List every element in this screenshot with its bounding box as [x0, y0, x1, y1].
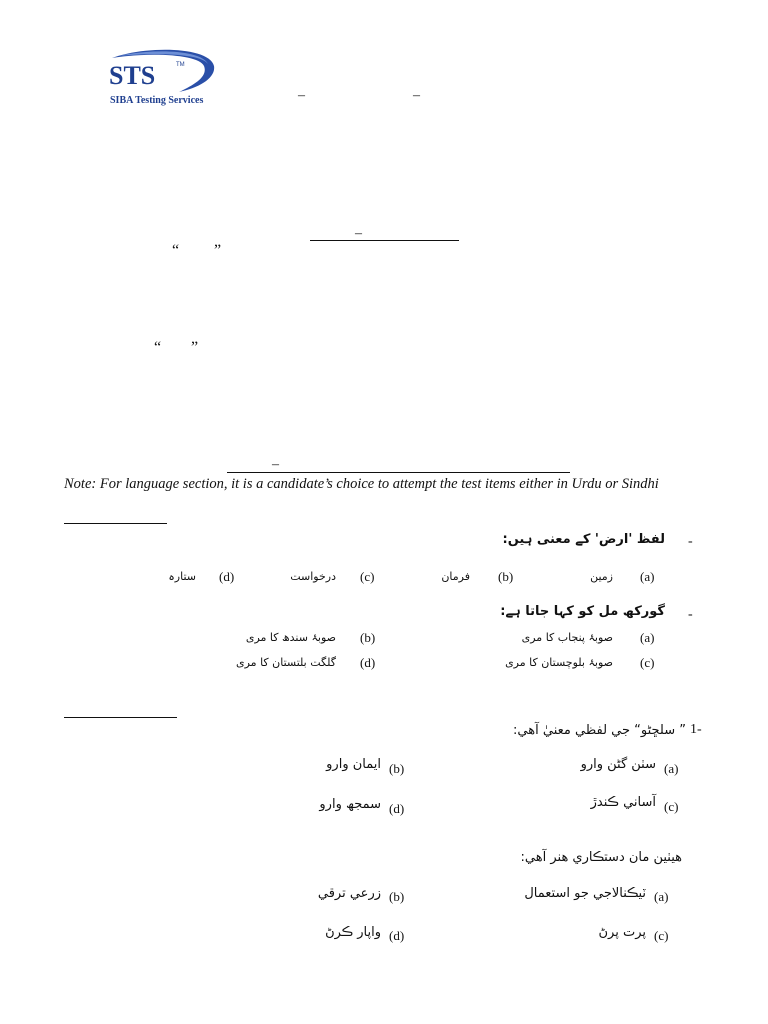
- logo-trademark: TM: [176, 62, 185, 68]
- quote-open-2: “: [154, 339, 162, 356]
- urdu-q1-option-d-text: ستارہ: [168, 570, 196, 583]
- sindhi-q2-option-a-text: ٽيڪنالاجي جو استعمال: [524, 886, 646, 901]
- sindhi-q1-option-d-text: سمجھ وارو: [319, 797, 381, 812]
- urdu-q1-text: لفظ 'ارض' کے معنی ہیں:: [502, 532, 665, 547]
- underline-rule-1: [310, 240, 459, 241]
- urdu-q2-option-c-label: (c): [640, 655, 655, 670]
- urdu-section-rule: [64, 523, 167, 524]
- body-dash-2: –: [272, 457, 279, 472]
- sindhi-q1-option-d-label: (d): [389, 801, 405, 816]
- underline-rule-2: [227, 472, 570, 473]
- sindhi-q2-option-d-label: (d): [389, 928, 405, 943]
- urdu-q2-option-a-text: صوبۂ پنجاب کا مری: [521, 631, 613, 644]
- urdu-q2-option-c-text: صوبۂ بلوچستان کا مری: [505, 656, 613, 669]
- urdu-q2-text: گورکھ مل کو کہا جاتا ہے:: [500, 604, 665, 619]
- sindhi-q1-option-a-label: (a): [664, 761, 679, 776]
- urdu-q2-option-d-text: گلگت بلتستان کا مری: [236, 656, 336, 669]
- urdu-q1-option-d-label: (d): [219, 569, 235, 584]
- urdu-q2-option-b-label: (b): [360, 630, 376, 645]
- urdu-q1-option-b-text: فرمان: [441, 570, 470, 583]
- urdu-q1-option-a-text: زمین: [590, 570, 613, 583]
- sindhi-q1-option-c-text: آساني ڪندڙ: [590, 795, 656, 810]
- sindhi-q2-option-c-text: پرت پرڻ: [598, 925, 646, 940]
- sindhi-q2-option-b-text: زرعي ترقي: [317, 886, 381, 901]
- sindhi-q1-option-c-label: (c): [664, 799, 679, 814]
- urdu-q1-option-b-label: (b): [498, 569, 514, 584]
- sindhi-q2-option-d-text: واپار ڪرڻ: [325, 925, 381, 940]
- urdu-q2-marker: -: [688, 607, 693, 622]
- sindhi-q1-text: ” سلڇڻو“ جي لفظي معنيٰ آهي:: [513, 723, 686, 738]
- sindhi-q1-option-b-label: (b): [389, 761, 405, 776]
- body-dash-1: –: [355, 226, 362, 241]
- quote-close-2: ”: [191, 339, 199, 356]
- urdu-q1-marker: -: [688, 534, 693, 549]
- urdu-q1-option-a-label: (a): [640, 569, 655, 584]
- sindhi-section-rule: [64, 717, 177, 718]
- quote-close-1: ”: [214, 242, 222, 259]
- header-dash-1: –: [298, 88, 305, 103]
- sindhi-q1-option-a-text: سٺن گڻن وارو: [580, 757, 656, 772]
- sindhi-q1-option-b-text: ايمان وارو: [326, 757, 381, 772]
- urdu-q1-option-c-label: (c): [360, 569, 375, 584]
- sindhi-q2-option-b-label: (b): [389, 889, 405, 904]
- sts-logo: [104, 48, 219, 110]
- urdu-q2-option-d-label: (d): [360, 655, 376, 670]
- header-dash-2: –: [413, 88, 420, 103]
- logo-text: STS: [109, 61, 156, 90]
- quote-open-1: “: [172, 242, 180, 259]
- sindhi-q1-number: 1-: [690, 722, 702, 737]
- sindhi-q2-option-a-label: (a): [654, 889, 669, 904]
- urdu-q2-option-b-text: صوبۂ سندھ کا مری: [245, 631, 336, 644]
- language-note: Note: For language section, it is a candidate’s choice to attempt the test items either in Urdu or Sindhi: [64, 476, 659, 492]
- urdu-q1-option-c-text: درخواست: [290, 570, 336, 583]
- logo-subtitle: SIBA Testing Services: [110, 95, 204, 106]
- sindhi-q2-option-c-label: (c): [654, 928, 669, 943]
- urdu-q2-option-a-label: (a): [640, 630, 655, 645]
- sindhi-q2-text: هيٺين مان دستڪاري هنر آهي:: [520, 850, 682, 865]
